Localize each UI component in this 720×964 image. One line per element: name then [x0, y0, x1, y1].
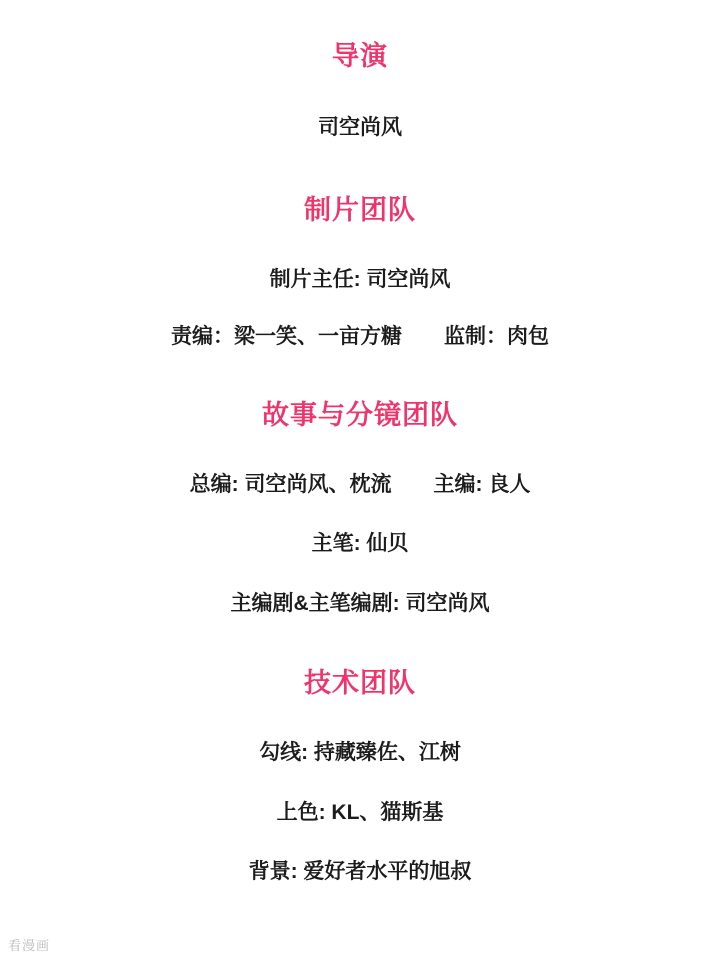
watermark: 看漫画: [8, 938, 51, 953]
credit-line: 上色: KL、猫斯基: [276, 800, 444, 824]
credits-section-story: [0, 351, 720, 617]
credit-line: 总编: 司空尚风、枕流 主编: 良人: [189, 473, 531, 497]
credit-line: 勾线: 持藏臻佐、江树: [259, 741, 461, 765]
credit-line: 主笔: 仙贝: [311, 532, 409, 556]
credit-line: 背景: 爱好者水平的旭叔: [248, 859, 472, 883]
credit-line: 制片主任: 司空尚风: [269, 268, 451, 292]
credits-section-tech: [0, 617, 720, 885]
section-title-story: 故事与分镜团队: [262, 399, 458, 430]
section-title-production: 制片团队: [304, 194, 416, 225]
credit-line: 主编剧&主笔编剧: 司空尚风: [230, 591, 490, 615]
section-title-director: 导演: [332, 41, 388, 71]
credits-list: [0, 26, 720, 885]
credits-section-director: [0, 26, 720, 142]
section-title-tech: 技术团队: [304, 667, 416, 698]
credits-section-production: [0, 142, 720, 351]
credit-line: 责编：梁一笑、一亩方糖 监制：肉包: [171, 325, 549, 349]
credit-line: 司空尚风: [318, 116, 402, 140]
